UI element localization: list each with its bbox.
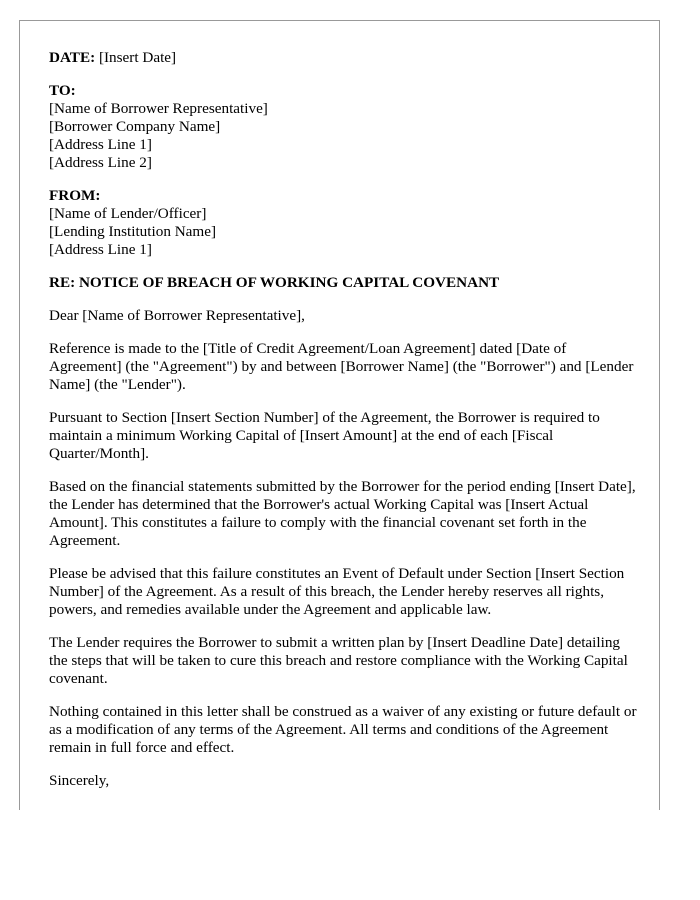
body-paragraph: Pursuant to Section [Insert Section Number] of the Agreement, the Borrower is required to maintain a minimum Working Capital of [Insert Amount] at the end of each [Fiscal Quarter/Month]. [49,409,600,462]
date-label: DATE: [49,49,96,66]
to-label: TO: [49,82,76,99]
date-line [49,49,639,67]
body-paragraph: Based on the financial statements submitted by the Borrower for the period ending [Insert Date], the Lender has determined that the Borrower's actual Working Capital was [Insert Actual Amount]. This constitutes a failure to comply with the financial covenant set forth in the Agreement. [49,478,636,549]
to-line: [Address Line 2] [49,154,152,171]
letter-page [19,20,660,810]
closing: Sincerely, [49,772,110,789]
salutation: Dear [Name of Borrower Representative], [49,307,305,324]
subject-line: RE: NOTICE OF BREACH OF WORKING CAPITAL COVENANT [49,274,500,291]
from-label: FROM: [49,187,101,204]
from-line: [Name of Lender/Officer] [49,205,207,222]
body-paragraph: Please be advised that this failure constitutes an Event of Default under Section [Insert Section Number] of the Agreement. As a result of this breach, the Lender hereby reserves all rights, powers, and remedies available under the Agreement and applicable law. [49,565,625,618]
from-block [49,187,639,259]
to-line: [Address Line 1] [49,136,152,153]
body-paragraph: The Lender requires the Borrower to submit a written plan by [Insert Deadline Date] detailing the steps that will be taken to cure this breach and restore compliance with the Working Capital covenant. [49,634,628,687]
body-paragraph: Reference is made to the [Title of Credit Agreement/Loan Agreement] dated [Date of Agreement] (the "Agreement") by and between [Borrower Name] (the "Borrower") and [Lender Name] (the "Lender"). [49,340,634,393]
to-line: [Borrower Company Name] [49,118,221,135]
letter-content [49,49,639,805]
to-block [49,82,639,172]
date-value: [Insert Date] [98,49,177,66]
body-paragraph: Nothing contained in this letter shall be construed as a waiver of any existing or future default or as a modification of any terms of the Agreement. All terms and conditions of the Agreement remain in full force and effect. [49,703,637,756]
from-line: [Lending Institution Name] [49,223,217,240]
from-line: [Address Line 1] [49,241,152,258]
to-line: [Name of Borrower Representative] [49,100,268,117]
